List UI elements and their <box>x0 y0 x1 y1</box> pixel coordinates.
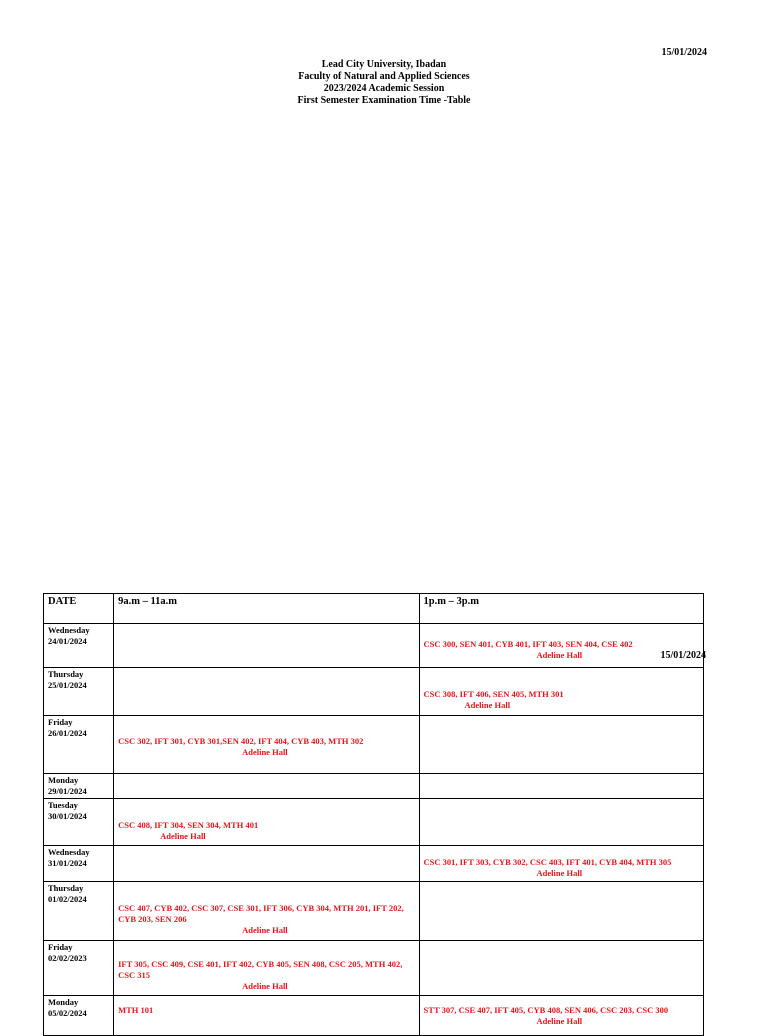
afternoon-slot <box>419 996 703 1036</box>
afternoon-slot <box>419 624 706 668</box>
university-name: Lead City University, Ibadan <box>321 59 447 70</box>
table-row <box>44 624 704 668</box>
day-name: Friday <box>48 717 73 727</box>
date-stamp: 15/01/2024 <box>660 650 706 661</box>
morning-slot <box>114 882 419 941</box>
afternoon-venue: Adeline Hall <box>464 700 511 710</box>
date-cell <box>44 668 114 716</box>
exam-date: 01/02/2024 <box>48 894 87 904</box>
date-cell <box>44 996 114 1036</box>
exam-date: 25/01/2024 <box>48 680 87 690</box>
date-cell <box>44 846 114 882</box>
morning-courses: IFT 305, CSC 409, CSE 401, IFT 402, CYB 405, SEN 408, CSC 205, MTH 402, CSC 315 <box>118 959 403 980</box>
timetable-title: First Semester Examination Time -Table <box>297 95 471 106</box>
date-cell <box>44 774 114 799</box>
date-cell <box>44 624 114 668</box>
morning-slot <box>114 941 419 996</box>
table-row <box>44 716 704 774</box>
afternoon-venue: Adeline Hall <box>536 1016 583 1026</box>
exam-timetable <box>43 593 704 1036</box>
exam-date: 29/01/2024 <box>48 786 87 796</box>
exam-date: 26/01/2024 <box>48 728 87 738</box>
morning-courses: CSC 408, IFT 304, SEN 304, MTH 401 <box>118 820 259 830</box>
morning-venue: Adeline Hall <box>242 981 288 991</box>
table-row <box>44 941 704 996</box>
afternoon-slot <box>419 882 703 941</box>
exam-date: 30/01/2024 <box>48 811 87 821</box>
afternoon-slot <box>419 668 703 716</box>
table-row <box>44 846 704 882</box>
column-header-date: DATE <box>44 594 114 624</box>
day-name: Monday <box>48 997 79 1007</box>
morning-slot <box>114 716 419 774</box>
afternoon-slot <box>419 846 703 882</box>
table-row <box>44 799 704 846</box>
afternoon-slot <box>419 799 703 846</box>
day-name: Wednesday <box>48 625 90 635</box>
exam-date: 31/01/2024 <box>48 858 87 868</box>
afternoon-slot <box>419 774 703 799</box>
afternoon-venue: Adeline Hall <box>536 650 583 660</box>
day-name: Thursday <box>48 883 84 893</box>
afternoon-courses: CSC 308, IFT 406, SEN 405, MTH 301 <box>423 689 564 699</box>
day-name: Thursday <box>48 669 84 679</box>
morning-slot <box>114 624 419 668</box>
morning-slot <box>114 799 419 846</box>
day-name: Monday <box>48 775 79 785</box>
column-header-morning: 9a.m – 11a.m <box>114 594 419 624</box>
morning-courses: MTH 101 <box>118 1005 154 1015</box>
morning-courses: CSC 407, CYB 402, CSC 307, CSE 301, IFT 306, CYB 304, MTH 201, IFT 202, CYB 203, SEN 206 <box>118 903 404 924</box>
table-row <box>44 996 704 1036</box>
afternoon-courses: CSC 300, SEN 401, CYB 401, IFT 403, SEN 404, CSE 402 <box>423 639 633 649</box>
date-cell <box>44 941 114 996</box>
exam-date: 24/01/2024 <box>48 636 87 646</box>
table-row <box>44 774 704 799</box>
exam-date: 05/02/2024 <box>48 1008 87 1018</box>
day-name: Tuesday <box>48 800 78 810</box>
faculty-name: Faculty of Natural and Applied Sciences <box>298 71 470 82</box>
morning-slot <box>114 668 419 716</box>
table-row <box>44 668 704 716</box>
date-cell <box>44 716 114 774</box>
afternoon-courses: STT 307, CSE 407, IFT 405, CYB 408, SEN 406, CSC 203, CSC 300 <box>423 1005 669 1015</box>
morning-courses: CSC 302, IFT 301, CYB 301,SEN 402, IFT 404, CYB 403, MTH 302 <box>118 736 364 746</box>
exam-date: 02/02/2023 <box>48 953 87 963</box>
table-header-row <box>44 594 704 624</box>
table-row <box>44 882 704 941</box>
day-name: Wednesday <box>48 847 90 857</box>
afternoon-slot <box>419 716 703 774</box>
document-header <box>0 59 768 107</box>
morning-slot <box>114 774 419 799</box>
morning-venue: Adeline Hall <box>242 747 288 757</box>
afternoon-courses: CSC 301, IFT 303, CYB 302, CSC 403, IFT 401, CYB 404, MTH 305 <box>423 857 672 867</box>
date-cell <box>44 799 114 846</box>
morning-venue: Adeline Hall <box>160 831 206 841</box>
morning-venue: Adeline Hall <box>242 925 288 935</box>
day-name: Friday <box>48 942 73 952</box>
column-header-afternoon: 1p.m – 3p.m <box>419 594 703 624</box>
morning-slot <box>114 846 419 882</box>
afternoon-venue: Adeline Hall <box>536 868 583 878</box>
date-cell <box>44 882 114 941</box>
academic-session: 2023/2024 Academic Session <box>323 83 445 94</box>
morning-slot <box>114 996 419 1036</box>
afternoon-slot <box>419 941 703 996</box>
document-date: 15/01/2024 <box>661 47 707 58</box>
